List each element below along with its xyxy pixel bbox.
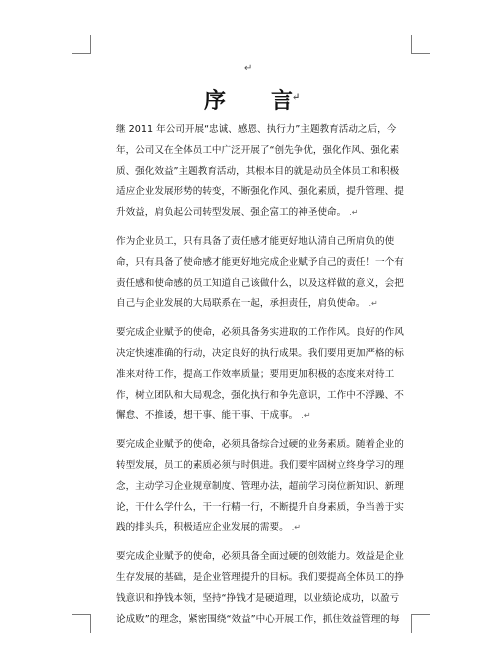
crop-mark-bottom-right (411, 614, 430, 633)
paragraph-text: 继 2011 年公司开展“忠诚、感恩、执行力”主题教育活动之后，今年，公司又在全体员工中广泛开展了“创先争优，强化作风、强化素质、强化效益”主题教育活动，其根本目的就是动员全体员工和积极适应企业发展形势的转变，不断强化作风、强化素质，提升管理、提升效益，肩负起公司转型发展、强企富工的神圣使命。 (116, 124, 404, 219)
title-return-mark: ↵ (292, 92, 301, 103)
paragraph-mark: .↵ (349, 208, 359, 218)
paragraph-mark: .↵ (301, 411, 311, 421)
title-char-1: 序 (204, 88, 227, 114)
crop-mark-top-right (411, 35, 430, 54)
crop-mark-top-left (72, 35, 91, 54)
paragraph-4 (116, 435, 406, 539)
paragraph-mark: .↵ (368, 299, 378, 309)
paragraph-1 (116, 120, 406, 224)
crop-mark-bottom-left (72, 614, 91, 633)
paragraph-text: 要完成企业赋予的使命，必须具备全面过硬的创效能力。效益是企业生存发展的基础，是企业管理提升的目标。我们要提高全体员工的挣钱意识和挣钱本领，坚持“挣钱才是硬道理，以业绩论成功，以盈亏论成败”的理念，紧密围绕“效益”中心开展工作，抓住效益管理的每 (116, 551, 404, 625)
paragraph-3 (116, 323, 406, 427)
paragraph-mark: .↵ (291, 523, 301, 533)
paragraph-text: 要完成企业赋予的使命，必须具备综合过硬的业务素质。随着企业的转型发展，员工的素质必须与时俱进。我们要牢固树立终身学习的理念，主动学习企业规章制度、管理办法，超前学习岗位新知识、新理论，干什么学什么，干一行精一行，不断提升自身素质，争当善于实践的排头兵，积极适应企业发展的需要。 (116, 439, 404, 534)
title-char-2: 言 (271, 88, 294, 114)
paragraph-2 (116, 232, 406, 315)
paragraph-5 (116, 547, 406, 630)
paragraph-text: 要完成企业赋予的使命，必须具备务实进取的工作作风。良好的作风决定快速准确的行动，决定良好的执行成果。我们要用更加严格的标准来对待工作，提高工作效率质量；要用更加积极的态度来对待工作，树立团队和大局观念，强化执行和争先意识，工作中不浮躁、不懈怠、不推诿，想干事、能干事、干成事。 (116, 327, 404, 422)
paragraph-text: 作为企业员工，只有具备了责任感才能更好地认清自己所肩负的使命，只有具备了使命感才能更好地完成企业赋予自己的责任！一个有责任感和使命感的员工知道自己该做什么，以及这样做的意义，会把自己与企业发展的大局联系在一起，承担责任，肩负使命。 (116, 235, 404, 310)
paragraph-mark-top: ↵ (244, 63, 253, 74)
document-body (116, 120, 406, 638)
